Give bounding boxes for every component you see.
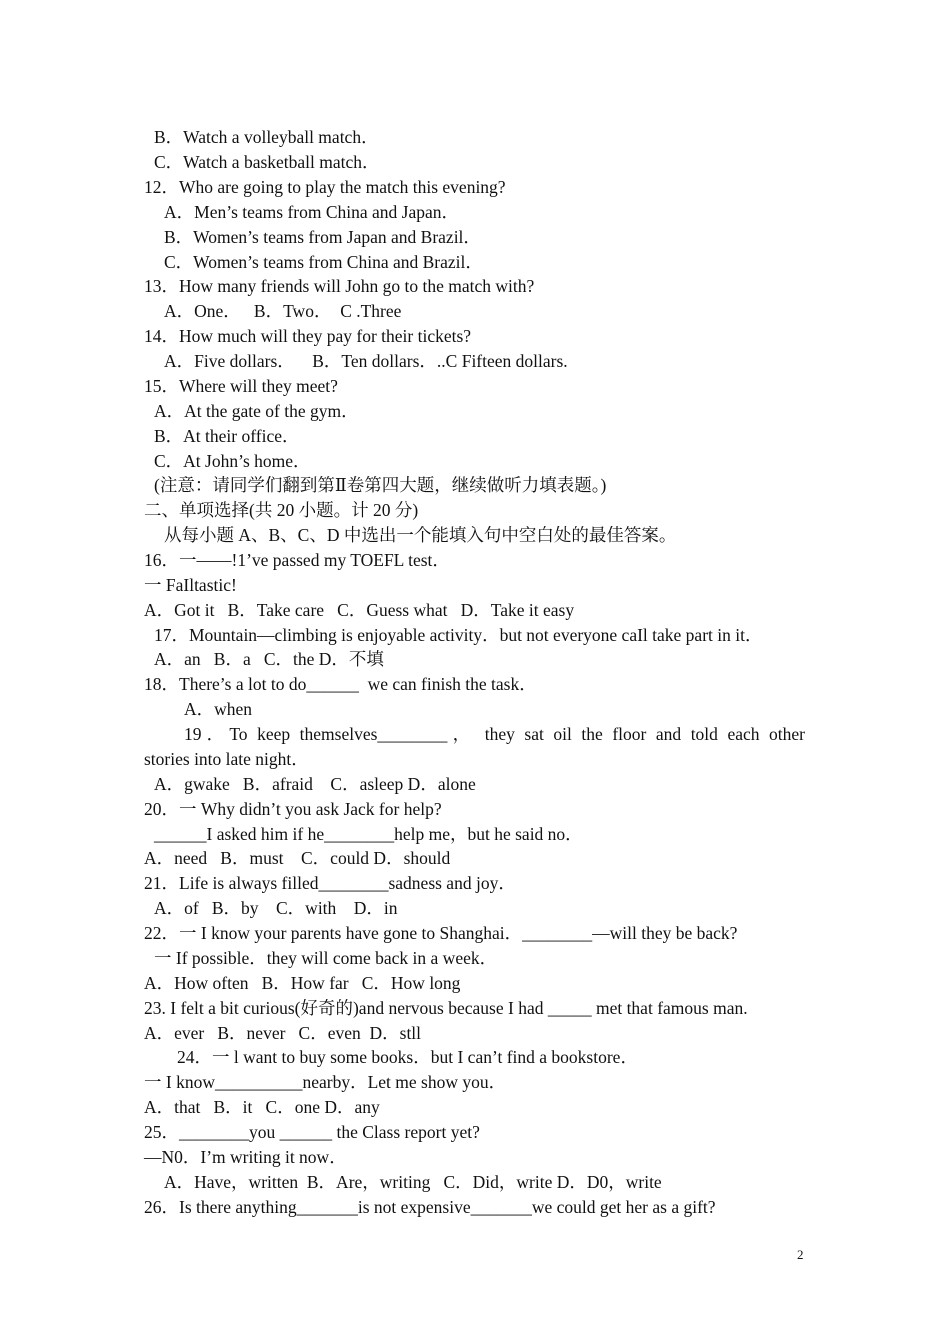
option-11b: B．Watch a volleyball match． (154, 127, 379, 147)
question-24-reply: 一 I know__________nearby．Let me show you． (144, 1072, 507, 1092)
question-17: 17．Mountain—climbing is enjoyable activity．but not everyone caIl take part in it． (154, 625, 763, 645)
question-20: 20．一 Why didn’t you ask Jack for help? (144, 799, 442, 819)
question-23: 23. I felt a bit curious(好奇的)and nervous because I had _____ met that famous man. (144, 998, 748, 1018)
options-20: A．need B．must C．could D．should (144, 848, 451, 868)
question-22: 22．一 I know your parents have gone to Shanghai．________—will they be back? (144, 923, 738, 943)
options-14: A．Five dollars． B．Ten dollars．..C Fifteen dollars. (164, 351, 568, 371)
question-16: 16．一——!1’ve passed my TOEFL test． (144, 550, 450, 570)
question-26: 26．Is there anything_______is not expensive_______we could get her as a gift? (144, 1197, 716, 1217)
options-22: A．How often B．How far C．How long (144, 973, 461, 993)
options-17: A．an B．a C．the D．不填 (154, 649, 384, 669)
option-12a: A．Men’s teams from China and Japan． (164, 202, 460, 222)
section-heading: 二、单项选择(共 20 小题。计 20 分) (144, 500, 419, 520)
page-number: 2 (797, 1247, 804, 1262)
question-24: 24．一 l want to buy some books．but I can’t find a bookstore． (177, 1047, 638, 1067)
option-11c: C．Watch a basketball match． (154, 152, 380, 172)
question-12: 12．Who are going to play the match this evening? (144, 177, 506, 197)
option-12b: B．Women’s teams from Japan and Brazil． (164, 227, 481, 247)
options-24: A．that B．it C．one D．any (144, 1097, 380, 1117)
option-15c: C．At John’s home． (154, 451, 311, 471)
question-14: 14．How much will they pay for their tickets? (144, 326, 472, 346)
question-25-reply: —N0．I’m writing it now． (144, 1147, 347, 1167)
question-15: 15．Where will they meet? (144, 376, 338, 396)
options-23: A．ever B．never C．even D．stll (144, 1023, 422, 1043)
question-21: 21．Life is always filled________sadness and joy． (144, 873, 516, 893)
option-15a: A．At the gate of the gym． (154, 401, 359, 421)
question-22-reply: 一 If possible．they will come back in a week． (154, 948, 498, 968)
question-19: 19．To keep themselves________， they sat oil the floor and told each other (184, 724, 805, 744)
question-13: 13．How many friends will John go to the match with? (144, 276, 535, 296)
question-18: 18．There’s a lot to do______ we can finish the task． (144, 674, 537, 694)
question-25: 25．________you ______ the Class report yet? (144, 1122, 480, 1142)
option-15b: B．At their office． (154, 426, 300, 446)
options-21: A．of B．by C．with D．in (154, 898, 398, 918)
options-13: A．One． B．Two． C .Three (164, 301, 402, 321)
question-19-continued: stories into late night． (144, 749, 309, 769)
question-20-reply: ______I asked him if he________help me，but he said no． (154, 824, 583, 844)
options-16: A．Got it B．Take care C．Guess what D．Take it easy (144, 600, 575, 620)
section-instruction: 从每小题 A、B、C、D 中选出一个能填入句中空白处的最佳答案。 (164, 525, 677, 545)
options-25: A．Have，written B．Are，writing C．Did，write D．D0，write (164, 1172, 662, 1192)
options-19: A．gwake B．afraid C．asleep D．alone (154, 774, 476, 794)
options-18: A．when (184, 699, 253, 719)
option-12c: C．Women’s teams from China and Brazil． (164, 252, 483, 272)
question-16-reply: 一 FaIltastic! (144, 575, 237, 595)
listening-note: (注意：请同学们翻到第Ⅱ卷第四大题，继续做听力填表题。) (154, 475, 607, 495)
